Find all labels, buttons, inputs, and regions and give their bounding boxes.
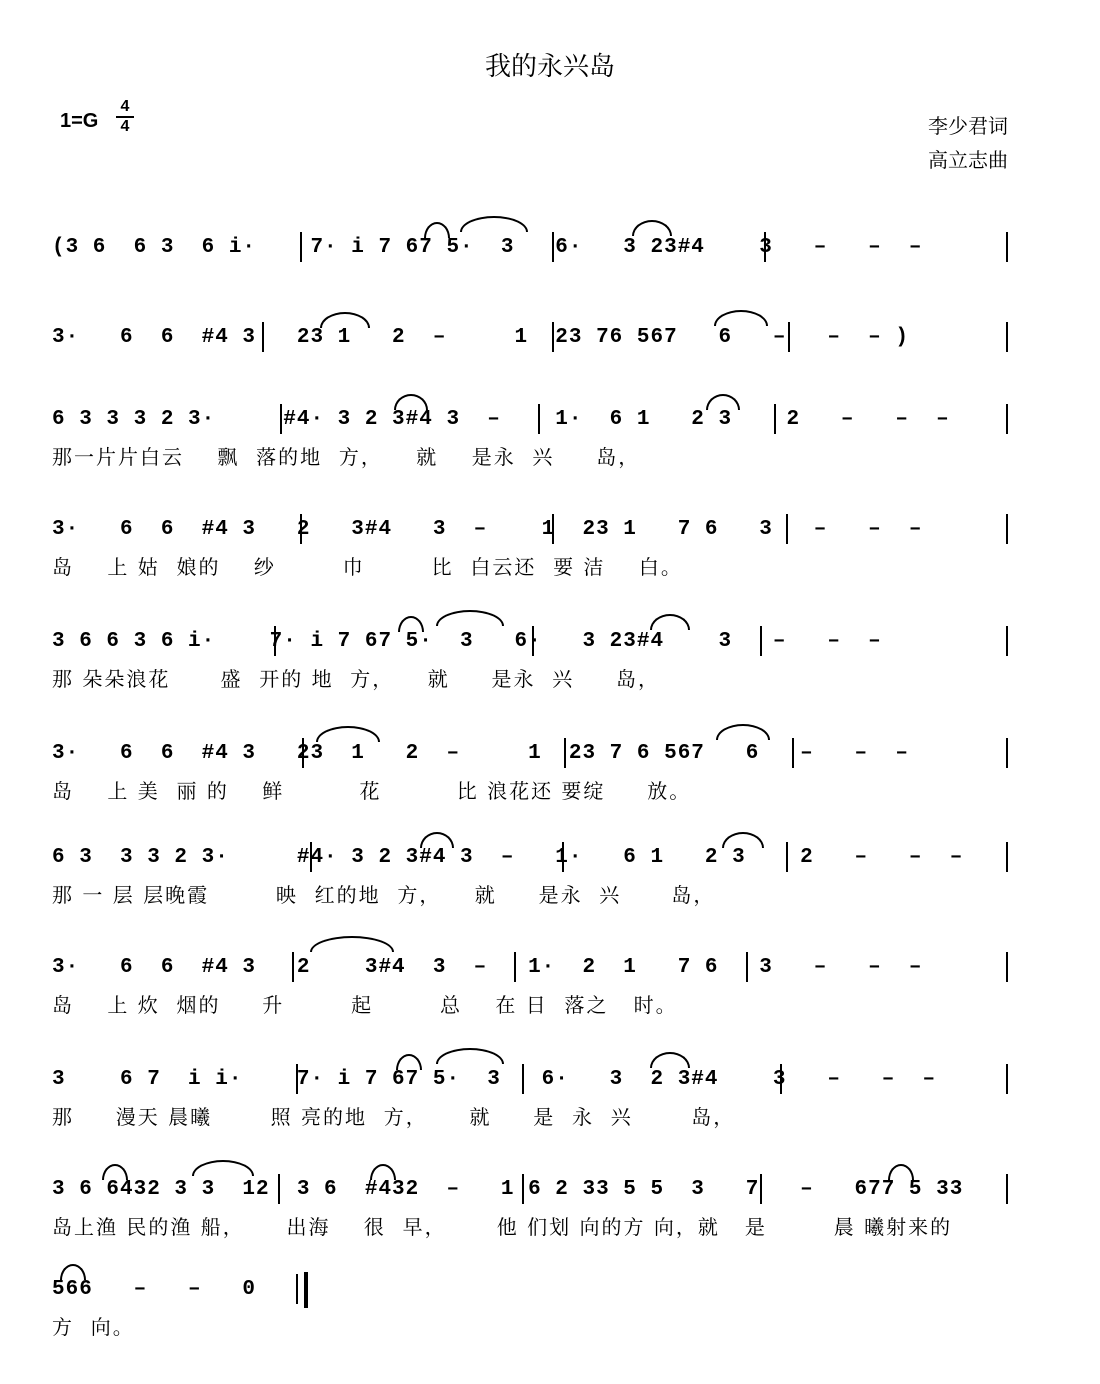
notation-line: 3· 6 6 #4 3 2 3#4 3 – 1· 2 1 7 6 3 – – – xyxy=(52,956,923,979)
lyric-line: 岛 上 姑 娘的 纱 巾 比 白云还 要 洁 白。 xyxy=(52,555,683,579)
barline xyxy=(746,952,748,982)
barline xyxy=(1006,842,1008,872)
slur xyxy=(394,394,428,410)
lyric-line: 方 向。 xyxy=(52,1315,135,1339)
time-signature-bottom: 4 xyxy=(120,118,130,135)
slur xyxy=(420,832,454,848)
barline xyxy=(538,404,540,434)
final-barline xyxy=(304,1272,308,1308)
barline xyxy=(552,514,554,544)
lyric-line: 岛 上 炊 烟的 升 起 总 在 日 落之 时。 xyxy=(52,993,678,1017)
notation-line: 3 6 7 i i· 7· i 7 67 5· 3 6· 3 2 3#4 3 – – – xyxy=(52,1068,937,1091)
barline xyxy=(786,842,788,872)
barline xyxy=(764,232,766,262)
barline xyxy=(1006,738,1008,768)
barline xyxy=(786,514,788,544)
lyric-line: 那 一 层 层晚霞 映 红的地 方， 就 是永 兴 岛， xyxy=(52,883,716,907)
key-signature: 1=G xyxy=(60,110,99,132)
barline xyxy=(300,232,302,262)
barline xyxy=(296,1274,298,1304)
slur xyxy=(632,220,672,236)
barline xyxy=(300,514,302,544)
fermata xyxy=(888,1164,914,1180)
notation-line: 566 – – 0 xyxy=(52,1278,257,1301)
time-signature-top: 4 xyxy=(120,98,130,115)
notation-line: 3 6 6432 3 3 12 3 6 #432 – 1 6 2 33 5 5 3 7 – 677 5 33 xyxy=(52,1178,964,1201)
barline xyxy=(564,738,566,768)
fermata xyxy=(398,616,424,632)
fermata xyxy=(370,1164,396,1180)
notation-line: 3· 6 6 #4 3 23 1 2 – 1 23 76 567 6 – – – ) xyxy=(52,326,909,349)
barline xyxy=(532,626,534,656)
lyric-line: 那 朵朵浪花 盛 开的 地 方， 就 是永 兴 岛， xyxy=(52,667,661,691)
barline xyxy=(522,1174,524,1204)
notation-line: 3 6 6 3 6 i· 7· i 7 67 5· 3 6· 3 23#4 3 – – – xyxy=(52,630,882,653)
lyric-line: 那一片片白云 飘 落的地 方， 就 是永 兴 岛， xyxy=(52,445,641,469)
notation-line: 6 3 3 3 2 3· #4· 3 2 3#4 3 – 1· 6 1 2 3 2 – – – xyxy=(52,846,964,869)
barline xyxy=(1006,514,1008,544)
slur xyxy=(436,610,504,626)
lyric-line: 那 漫天 晨曦 照 亮的地 方， 就 是 永 兴 岛， xyxy=(52,1105,736,1129)
slur xyxy=(192,1160,254,1176)
slur xyxy=(650,1052,690,1068)
barline xyxy=(760,1174,762,1204)
barline xyxy=(302,738,304,768)
barline xyxy=(280,404,282,434)
fermata xyxy=(60,1264,86,1280)
slur xyxy=(310,936,394,952)
barline xyxy=(278,1174,280,1204)
notation-line: (3 6 6 3 6 i· 7· i 7 67 5· 3 6· 3 23#4 3 – – – xyxy=(52,236,923,259)
fermata xyxy=(396,1054,422,1070)
barline xyxy=(552,322,554,352)
slur xyxy=(650,614,690,630)
fermata xyxy=(102,1164,128,1180)
barline xyxy=(1006,1064,1008,1094)
lyric-line: 岛 上 美 丽 的 鲜 花 比 浪花还 要绽 放。 xyxy=(52,779,692,803)
barline xyxy=(760,626,762,656)
barline xyxy=(1006,232,1008,262)
lyricist-credit: 李少君词 xyxy=(928,114,1008,138)
slur xyxy=(706,394,740,410)
page-title: 我的永兴岛 xyxy=(484,52,615,82)
slur xyxy=(436,1048,504,1064)
barline xyxy=(274,626,276,656)
time-signature xyxy=(116,98,134,136)
lyric-line xyxy=(52,360,1022,390)
barline xyxy=(310,842,312,872)
fermata xyxy=(424,222,450,238)
composer-credit: 高立志曲 xyxy=(928,148,1008,172)
barline xyxy=(1006,404,1008,434)
barline xyxy=(792,738,794,768)
barline xyxy=(1006,952,1008,982)
notation-line: 3· 6 6 #4 3 2 3#4 3 – 1 23 1 7 6 3 – – – xyxy=(52,518,923,541)
barline xyxy=(562,842,564,872)
notation-line: 6 3 3 3 2 3· #4· 3 2 3#4 3 – 1· 6 1 2 3 2 – – – xyxy=(52,408,950,431)
barline xyxy=(1006,1174,1008,1204)
notation-line: 3· 6 6 #4 3 23 1 2 – 1 23 7 6 567 6 – – – xyxy=(52,742,909,765)
barline xyxy=(780,1064,782,1094)
slur xyxy=(714,310,768,326)
barline xyxy=(1006,322,1008,352)
barline xyxy=(296,1064,298,1094)
slur xyxy=(316,726,380,742)
barline xyxy=(774,404,776,434)
barline xyxy=(292,952,294,982)
lyric-line xyxy=(52,270,1022,300)
barline xyxy=(552,232,554,262)
slur xyxy=(320,312,370,328)
barline xyxy=(1006,626,1008,656)
barline xyxy=(522,1064,524,1094)
barline xyxy=(514,952,516,982)
lyric-line: 岛上渔 民的渔 船， 出海 很 早， 他 们划 向的方 向，就 是 晨 曦射来的 xyxy=(52,1215,953,1239)
barline xyxy=(788,322,790,352)
barline xyxy=(262,322,264,352)
slur xyxy=(716,724,770,740)
slur xyxy=(722,832,764,848)
slur xyxy=(460,216,528,232)
